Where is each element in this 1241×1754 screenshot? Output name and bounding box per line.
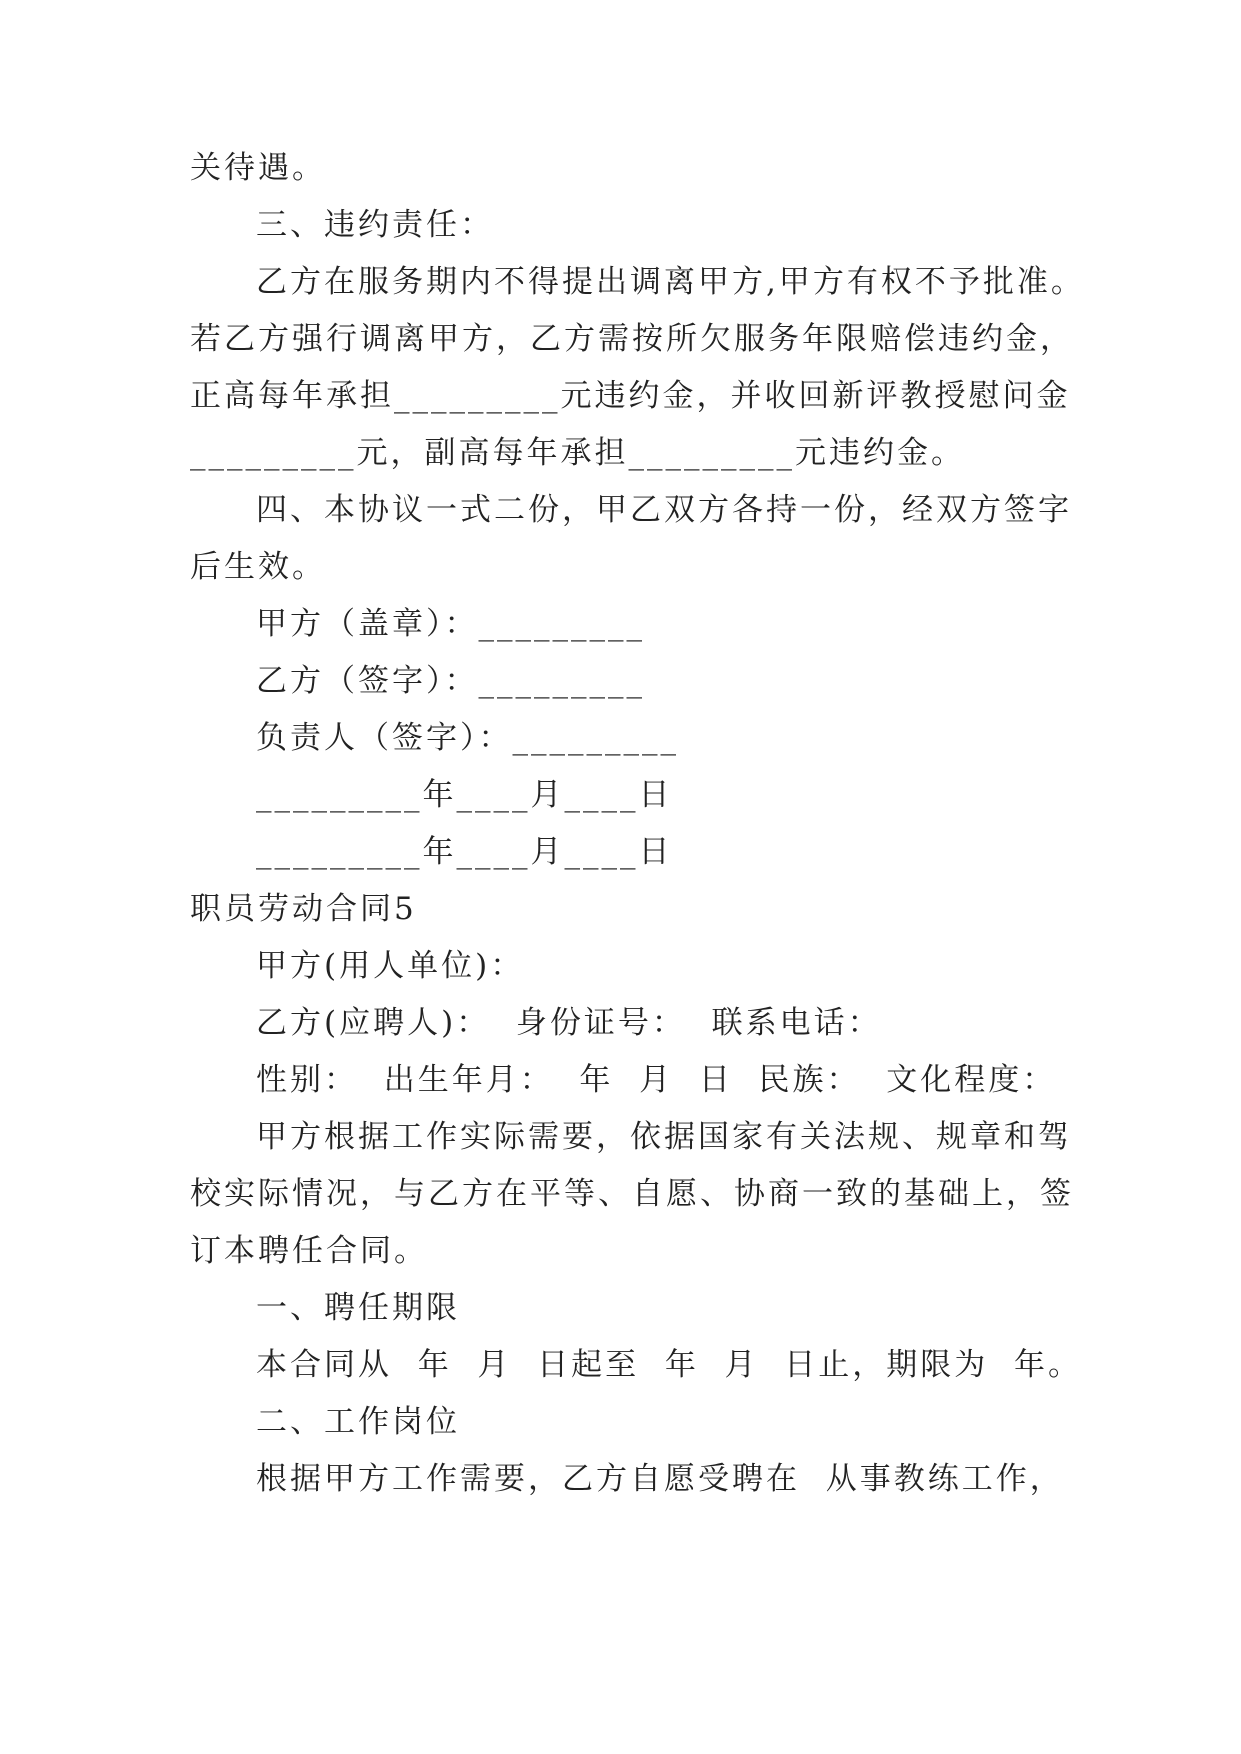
text-line: 性别： 出生年月： 年 月 日 民族： 文化程度： [256,1062,1057,1098]
text-line: 甲方根据工作实际需要，依据国家有关法规、规章和驾 [256,1119,1072,1155]
text-line: 乙方在服务期内不得提出调离甲方,甲方有权不予批准。 [256,264,1085,300]
section-heading: 一、聘任期限 [256,1290,460,1326]
text-line: 本合同从 年 月 日起至 年 月 日止，期限为 年。 [256,1347,1082,1383]
text-line: _________元，副高每年承担_________元违约金。 [190,435,965,471]
signature-line-responsible: 负责人（签字）：_________ [256,720,679,756]
text-line: 乙方(应聘人)： 身份证号： 联系电话： [256,1005,882,1041]
text-line: 后生效。 [190,549,326,585]
text-line: 四、本协议一式二份，甲乙双方各持一份，经双方签字 [256,492,1072,528]
text-line: 正高每年承担_________元违约金，并收回新评教授慰问金 [190,378,1071,414]
date-line: _________年____月____日 [256,777,673,813]
text-line: 甲方(用人单位)： [256,948,525,984]
text-line: 根据甲方工作需要，乙方自愿受聘在 从事教练工作， [256,1461,1064,1497]
text-line: 若乙方强行调离甲方，乙方需按所欠服务年限赔偿违约金， [190,321,1074,357]
date-line: _________年____月____日 [256,834,673,870]
text-line: 订本聘任合同。 [190,1233,428,1269]
text-line: 校实际情况，与乙方在平等、自愿、协商一致的基础上，签 [190,1176,1074,1212]
signature-line-party-b: 乙方（签字）：_________ [256,663,645,699]
text-line: 关待遇。 [190,150,326,186]
signature-line-party-a: 甲方（盖章）：_________ [256,606,645,642]
section-heading: 二、工作岗位 [256,1404,460,1440]
section-heading: 三、违约责任： [256,207,494,243]
document-title: 职员劳动合同5 [190,891,417,927]
